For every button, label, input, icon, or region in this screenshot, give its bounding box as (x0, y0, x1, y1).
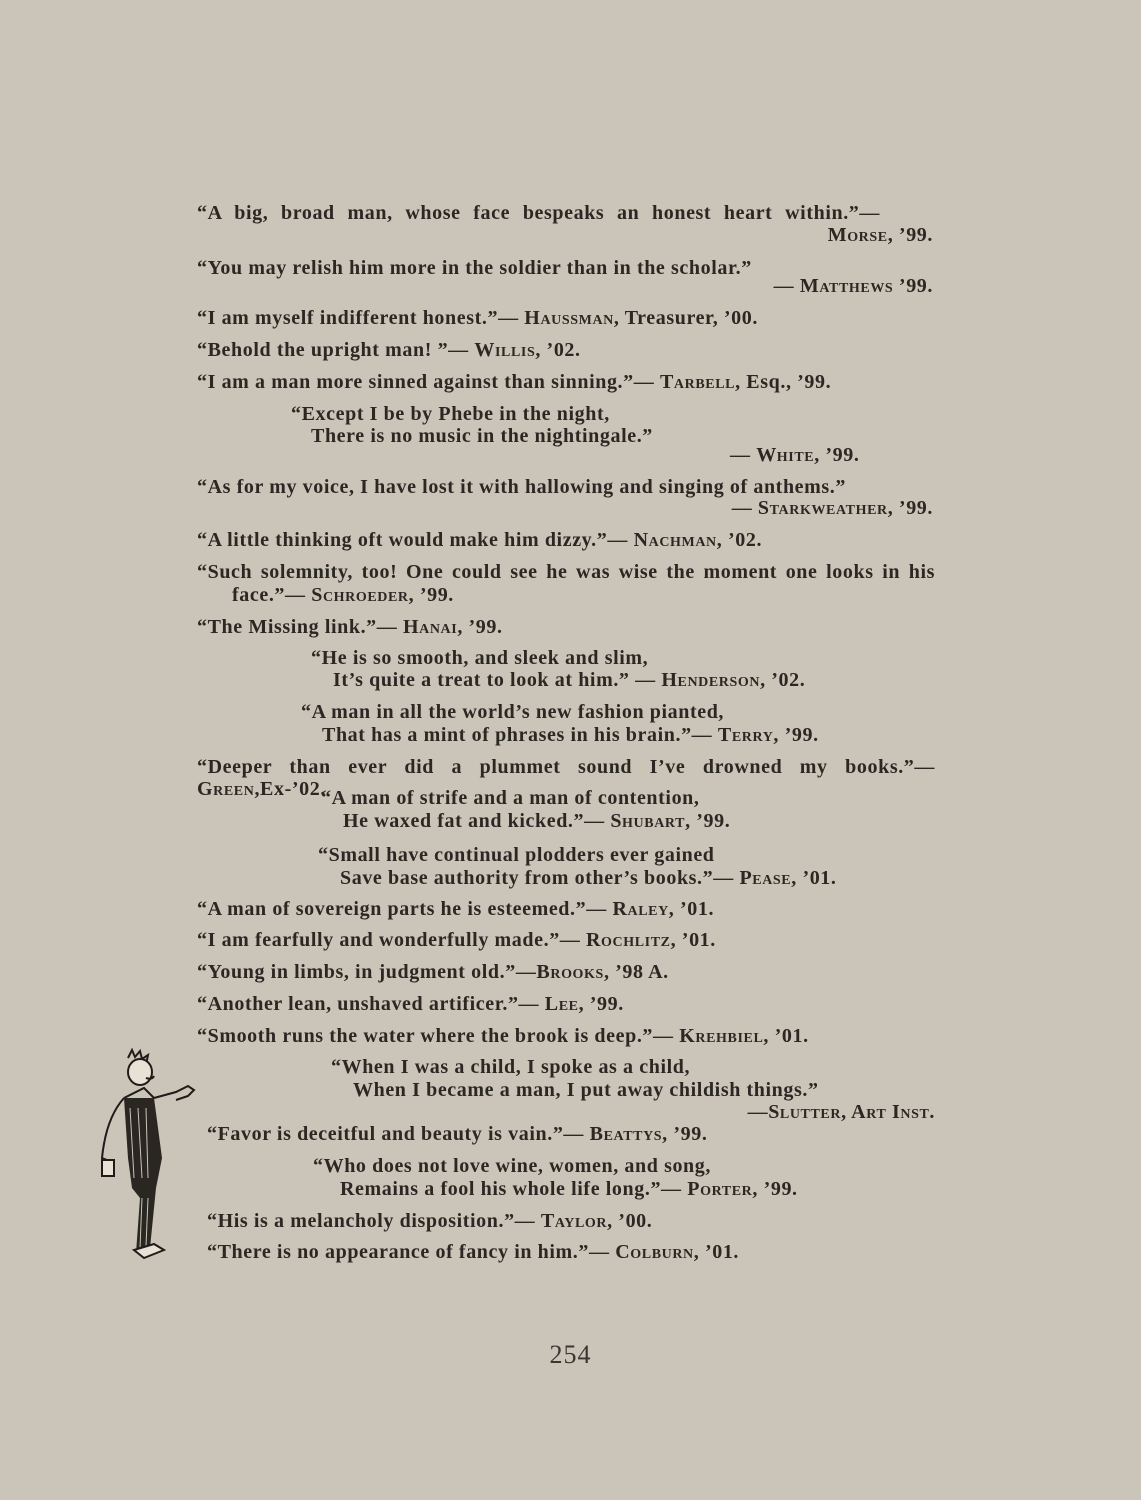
text-line (197, 561, 935, 583)
attribution-name: Rochlitz (586, 929, 671, 951)
attribution-name: Beattys (589, 1123, 663, 1145)
attribution-name: Tarbell (659, 371, 736, 393)
text-line (197, 929, 716, 951)
attribution-name: Starkweather (757, 497, 888, 519)
quote-text: He waxed fat and kicked.”— (343, 810, 611, 832)
text-line (207, 1123, 707, 1145)
text-line (321, 787, 700, 809)
quote-text: — (731, 497, 758, 519)
attribution-name: Green (197, 778, 255, 800)
text-line (322, 724, 819, 746)
attribution-name: Taylor (540, 1210, 608, 1232)
quote-text: “As for my voice, I have lost it with hallowing and singing of anthems.” (197, 476, 846, 498)
attribution-name: Raley (612, 898, 669, 920)
text-line (340, 1178, 798, 1200)
quote-text: “Behold the upright man! ”— (197, 339, 475, 361)
attribution-name: Terry (717, 724, 774, 746)
quote-text: “Such solemnity, too! One could see he was wise the moment one looks in his (197, 561, 935, 583)
quote-text: “A big, broad man, whose face bespeaks an honest heart within.”— (197, 202, 880, 224)
text-line (197, 339, 581, 361)
attribution-suffix: , ’02. (760, 669, 806, 691)
text-line (197, 202, 880, 224)
attribution-suffix: , ’99. (457, 616, 503, 638)
attribution-name: Brooks (536, 961, 604, 983)
quote-text: It’s quite a treat to look at him.” — (333, 669, 662, 691)
quote-text: Save base authority from other’s books.”— (340, 867, 740, 889)
quote-text: “There is no appearance of fancy in him.”— (207, 1241, 616, 1263)
attribution-suffix: , ’98 A. (603, 961, 669, 983)
quote-text: “A man in all the world’s new fashion pianted, (301, 701, 725, 723)
quote-text: “He is so smooth, and sleek and slim, (311, 647, 649, 669)
quote-text: “Favor is deceitful and beauty is vain.”— (207, 1123, 590, 1145)
text-line (207, 1210, 652, 1232)
quote-text: “Smooth runs the water where the brook is deep.”— (197, 1025, 680, 1047)
text-line (197, 529, 762, 551)
text-line (197, 371, 831, 393)
text-line (333, 669, 805, 691)
quote-text: “A little thinking oft would make him dizzy.”— (197, 529, 634, 551)
attribution-name: Henderson (661, 669, 761, 691)
text-line (732, 497, 933, 519)
text-line (313, 1155, 711, 1177)
text-line (353, 1079, 819, 1101)
attribution-suffix: , ’99. (773, 724, 819, 746)
text-line (730, 444, 859, 466)
text-line (331, 1056, 690, 1078)
attribution-suffix: ’99. (893, 275, 933, 297)
text-line (291, 403, 610, 425)
attribution-suffix: , ’99. (578, 993, 624, 1015)
attribution-suffix: , Treasurer, ’00. (613, 307, 758, 329)
attribution-suffix: , ’01. (693, 1241, 740, 1263)
attribution-suffix: , ’99. (814, 444, 860, 466)
attribution-name: Shubart (610, 810, 686, 832)
text-line (311, 647, 648, 669)
text-line (748, 1101, 935, 1123)
attribution-suffix: , ’99. (887, 497, 933, 519)
quote-text: — (773, 275, 800, 297)
text-line (197, 257, 752, 279)
text-line (232, 584, 454, 606)
text-line (311, 425, 653, 447)
quote-text: “Who does not love wine, women, and song, (313, 1155, 711, 1177)
attribution-suffix: ,Ex-’02. (254, 778, 326, 800)
text-line (197, 993, 624, 1015)
quote-text: That has a mint of phrases in his brain.”— (322, 724, 718, 746)
text-line (301, 701, 724, 723)
quote-text: — (730, 444, 757, 466)
text-line (197, 961, 669, 983)
text-line (197, 476, 846, 498)
attribution-name: Slutter, Art Inst. (768, 1101, 935, 1123)
text-line (774, 275, 933, 297)
attribution-name: Lee (544, 993, 579, 1015)
text-line (340, 867, 837, 889)
quote-text: “When I was a child, I spoke as a child, (331, 1056, 691, 1078)
attribution-name: Morse (827, 224, 888, 246)
attribution-name: Hanai (402, 616, 458, 638)
attribution-suffix: , ’02. (716, 529, 763, 551)
attribution-suffix: , ’00. (607, 1210, 653, 1232)
text-line (828, 224, 933, 246)
quote-text: “I am fearfully and wonderfully made.”— (197, 929, 586, 951)
quote-text: “His is a melancholy disposition.”— (207, 1210, 541, 1232)
quote-text: “Deeper than ever did a plummet sound I’ve drowned my books.”— (197, 756, 935, 778)
attribution-name: Krehbiel (679, 1025, 764, 1047)
attribution-name: Pease (739, 867, 792, 889)
quote-text: “Another lean, unshaved artificer.”— (197, 993, 545, 1015)
quote-text: “I am myself indifferent honest.”— (197, 307, 525, 329)
attribution-suffix: , Esq., ’99. (735, 371, 832, 393)
quote-text: “A man of sovereign parts he is esteemed.”— (197, 898, 613, 920)
page-number: 254 (549, 1340, 592, 1369)
caricature-illustration (88, 1048, 208, 1268)
text-line (197, 307, 758, 329)
attribution-suffix: , ’99. (685, 810, 731, 832)
quote-text: “Young in limbs, in judgment old.”— (197, 961, 537, 983)
quote-text: “A man of strife and a man of contention, (321, 787, 700, 809)
attribution-name: Schroeder (311, 584, 409, 606)
text-line (197, 898, 714, 920)
text-line (197, 616, 503, 638)
attribution-name: Porter (687, 1178, 753, 1200)
text-line (197, 1025, 809, 1047)
quote-text: — (747, 1101, 769, 1123)
quote-text: Remains a fool his whole life long.”— (340, 1178, 688, 1200)
text-line (207, 1241, 739, 1263)
attribution-name: Colburn (615, 1241, 694, 1263)
attribution-suffix: , ’01. (670, 929, 716, 951)
text-line (318, 844, 715, 866)
attribution-suffix: , ’99. (662, 1123, 708, 1145)
attribution-suffix: , ’99. (887, 224, 933, 246)
quote-text: face.”— (232, 584, 312, 606)
attribution-suffix: , ’01. (791, 867, 837, 889)
quote-text: There is no music in the nightingale.” (311, 425, 653, 447)
quote-text: When I became a man, I put away childish things.” (353, 1079, 819, 1101)
attribution-suffix: , ’01. (763, 1025, 809, 1047)
attribution-name: White (756, 444, 815, 466)
quote-text: “Small have continual plodders ever gained (318, 844, 715, 866)
attribution-suffix: , ’01. (668, 898, 715, 920)
quote-text: “You may relish him more in the soldier than in the scholar.” (197, 257, 752, 279)
attribution-suffix: , ’99. (752, 1178, 798, 1200)
attribution-name: Willis (474, 339, 536, 361)
attribution-suffix: , ’99. (408, 584, 454, 606)
quote-text: “The Missing link.”— (197, 616, 403, 638)
attribution-name: Matthews (799, 275, 894, 297)
text-line (343, 810, 730, 832)
attribution-name: Haussman (524, 307, 614, 329)
quote-text: “Except I be by Phebe in the night, (291, 403, 610, 425)
quote-text: “I am a man more sinned against than sinning.”— (197, 371, 660, 393)
attribution-suffix: , ’02. (535, 339, 581, 361)
attribution-name: Nachman (633, 529, 717, 551)
